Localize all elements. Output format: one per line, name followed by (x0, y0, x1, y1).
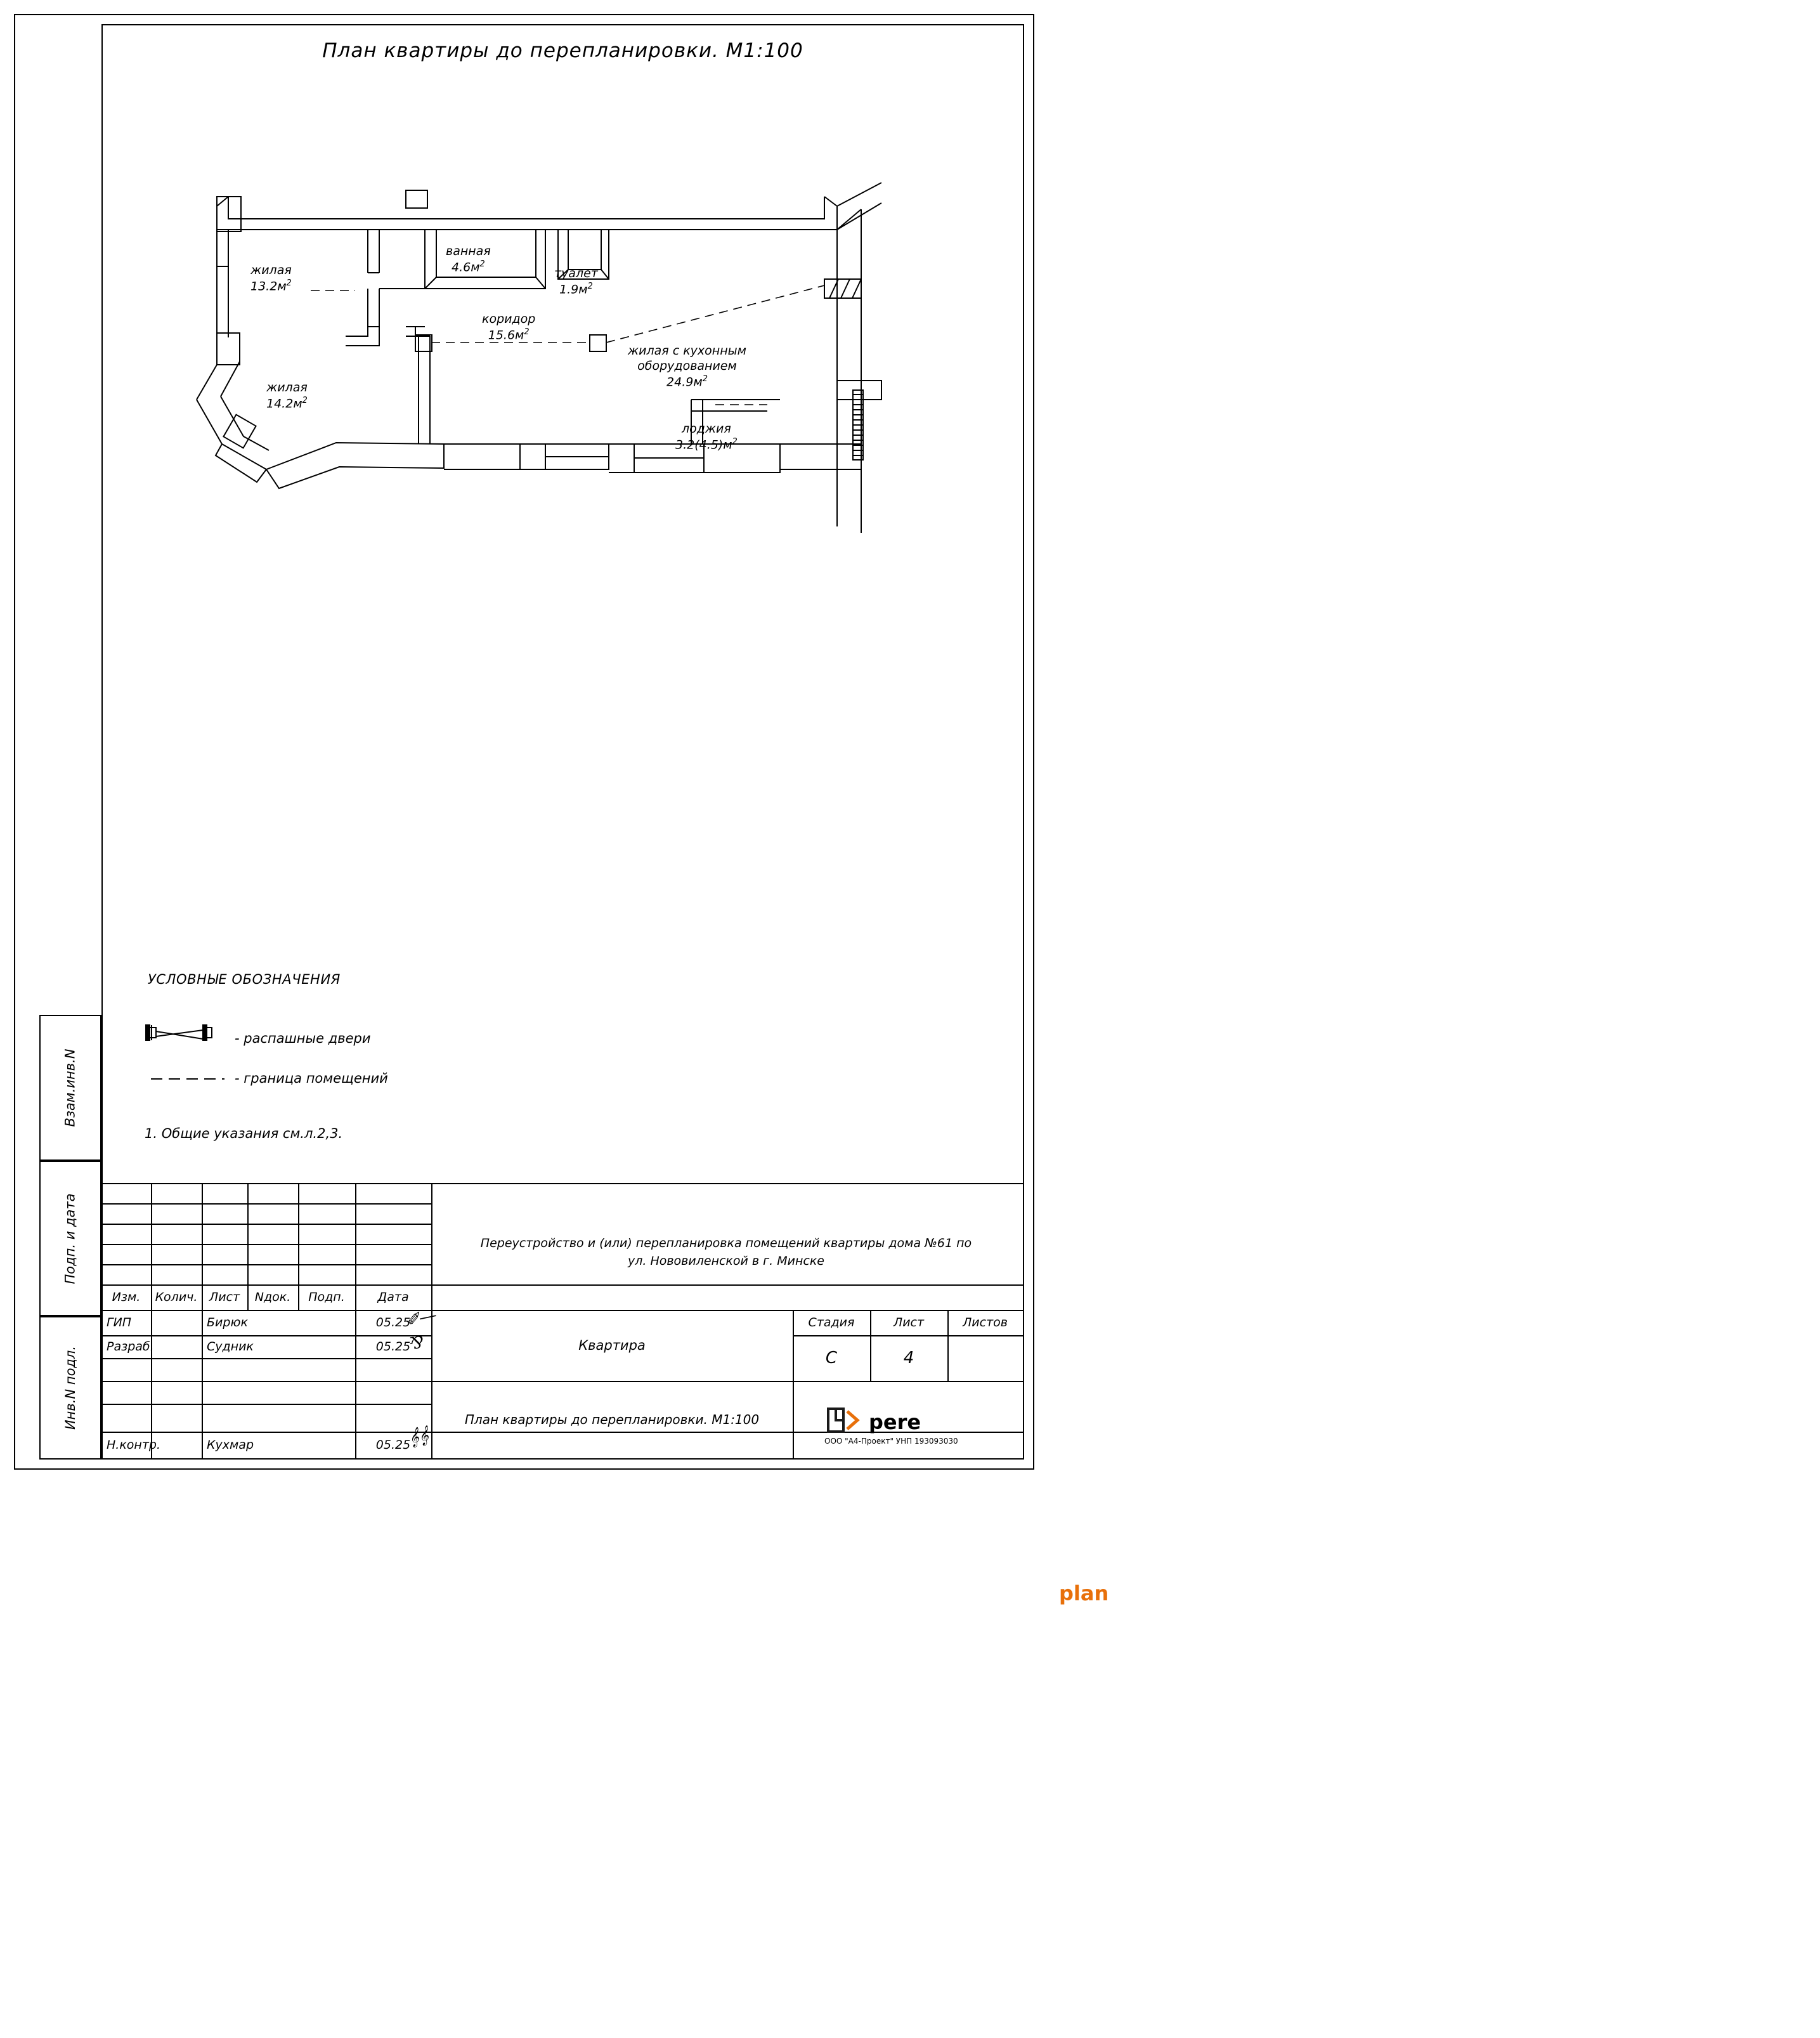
room-area: $13.2м^2$ (250, 278, 292, 294)
room-area: $1.9м^2$ (559, 281, 593, 297)
stamp-stage-value: С (825, 1349, 838, 1368)
stamp-col-podp: Подп. (308, 1290, 345, 1304)
side-column-inv (39, 1316, 101, 1460)
legend-title: УСЛОВНЫЕ ОБОЗНАЧЕНИЯ (148, 972, 341, 987)
stamp-sheets-value (947, 1335, 1023, 1381)
room-label-zhilaya-14 (266, 381, 308, 412)
project-title-line1: Переустройство и (или) перепланировка помещений квартиры дома №61 по (480, 1236, 972, 1250)
room-name: ванная (446, 244, 491, 258)
page-title: План квартиры до перепланировки. М1:100 (322, 39, 803, 62)
stamp-col-data: Дата (377, 1290, 409, 1304)
room-label-lodzhiya (675, 422, 738, 453)
stamp-object: Квартира (578, 1338, 646, 1353)
stamp-date-empty (355, 1358, 431, 1381)
side-column-podp (39, 1161, 101, 1316)
stamp-role-empty (101, 1358, 202, 1381)
room-name-line1: жилая с кухонным (628, 344, 746, 358)
signature-nkontr: 𝄞𝄞 (407, 1425, 431, 1448)
company-logo (824, 1405, 1109, 1605)
stamp-role-gip: ГИП (107, 1316, 132, 1329)
stamp-role-razrab: Разраб. (107, 1340, 154, 1354)
side-column-inv-label: Инв.N подл. (63, 1345, 79, 1430)
room-label-vannaya (446, 244, 491, 275)
side-column-vzam (39, 1015, 101, 1161)
stamp-stage-header: Стадия (808, 1316, 855, 1329)
stamp-sheet-title: План квартиры до перепланировки. М1:100 (464, 1412, 760, 1427)
legend-item-boundary-label: - граница помещений (235, 1071, 388, 1086)
side-column-vzam-label: Взам.инв.N (63, 1048, 79, 1127)
room-label-tualet (554, 266, 598, 297)
stamp-name-razrab: Судник (207, 1340, 254, 1354)
stamp-col-ndok: Nдок. (254, 1290, 291, 1304)
stamp-sheet-header: Лист (893, 1316, 925, 1329)
room-area: $24.9м^2$ (666, 374, 708, 389)
stamp-sheet-value: 4 (903, 1349, 914, 1368)
stamp-date-gip: 05.25 (375, 1316, 411, 1329)
stamp-name-empty (202, 1358, 355, 1381)
stamp-col-izm: Изм. (112, 1290, 141, 1304)
stamp-name-nkontr: Кухмар (207, 1438, 254, 1452)
stamp-sheets-header: Листов (963, 1316, 1008, 1329)
room-label-koridor (482, 312, 535, 343)
stamp-col-list: Лист (209, 1290, 240, 1304)
stamp-col-kolich: Колич. (155, 1290, 198, 1304)
floor-plan (190, 171, 951, 628)
pereplan-mark-icon (824, 1405, 864, 1435)
room-name: лоджия (682, 422, 731, 436)
room-boundary-dashes (311, 285, 824, 405)
legend-door-icon (145, 1022, 227, 1051)
side-column-podp-label: Подп. и дата (63, 1192, 78, 1284)
signature-razrab: ⅋ (408, 1333, 426, 1354)
stamp-date-nkontr: 05.25 (375, 1438, 411, 1452)
room-label-zhilaya-kuhnya (628, 344, 746, 390)
logo-brand-second: plan (1059, 1581, 1109, 1605)
room-label-zhilaya-13 (250, 263, 292, 294)
logo-brand-first: pere (869, 1410, 921, 1434)
room-name: коридор (482, 312, 536, 326)
legend-note: 1. Общие указания см.л.2,3. (145, 1126, 343, 1141)
room-area: $3.2(4.5)м^2$ (675, 436, 738, 452)
legend-item-doors-label: - распашные двери (235, 1031, 371, 1046)
room-name-line2: оборудованием (637, 358, 737, 373)
stamp-date-razrab: 05.25 (375, 1340, 411, 1354)
room-area: $15.6м^2$ (488, 327, 530, 343)
project-title-line2: ул. Нововиленской в г. Минске (627, 1253, 824, 1268)
stamp-role-nkontr: Н.контр. (107, 1438, 161, 1452)
drawing-sheet (0, 0, 1109, 1605)
stamp-name-gip: Бирюк (207, 1316, 248, 1329)
room-area: $4.6м^2$ (451, 259, 485, 275)
room-name: туалет (554, 266, 598, 280)
room-name: жилая (266, 381, 308, 395)
signature-gip: ✐― (404, 1305, 438, 1331)
room-area: $14.2м^2$ (266, 395, 308, 411)
company-legal-text: ООО "А4-Проект" УНП 193093030 (824, 1437, 958, 1446)
stamp-project-title (431, 1196, 1021, 1284)
legend-boundary-icon (150, 1075, 226, 1086)
room-name: жилая (250, 263, 292, 277)
